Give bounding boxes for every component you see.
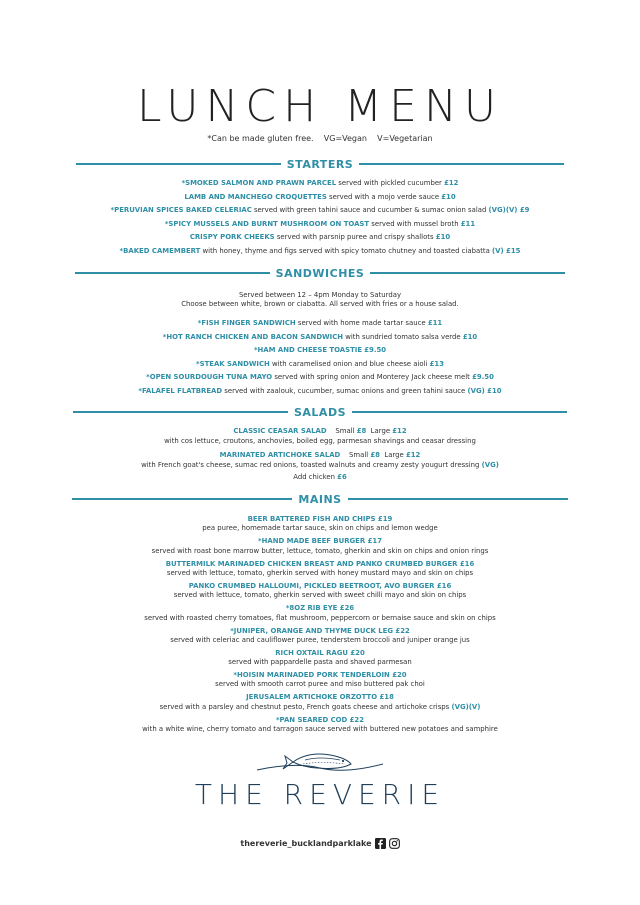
dish-price: £22 (395, 626, 410, 635)
dish-price: £12 (444, 179, 459, 187)
main-description (0, 679, 640, 689)
dish-description: served with green tahini sauce and cucumber & sumac onion salad (251, 206, 489, 215)
dish-name: *SMOKED SALMON AND PRAWN PARCEL (181, 179, 337, 187)
dish-description: with cos lettuce, croutons, anchovies, boiled egg, parmesan shavings and ceasar dressing (164, 436, 476, 445)
salad-item (0, 426, 640, 436)
divider (72, 498, 292, 500)
main-description (0, 702, 640, 712)
dish-description: served with zaalouk, cucumber, sumac onions and green tahini sauce (222, 387, 468, 395)
dish-price: £22 (349, 715, 365, 724)
instagram-icon[interactable] (389, 838, 400, 849)
addon-label: Add chicken (293, 473, 338, 481)
dish-name: *HAM AND CHEESE TOASTIE (253, 346, 363, 355)
dish-description: served with a parsley and chestnut pesto, French goats cheese and artichoke crisps (159, 702, 452, 711)
starters-heading: STARTERS (286, 157, 354, 171)
main-description (0, 657, 640, 667)
diet-tag: (VG) (481, 460, 499, 469)
sandwich-item (0, 359, 640, 369)
salad-description (0, 460, 640, 470)
dish-name: MARINATED ARTICHOKE SALAD (219, 451, 341, 459)
main-description (0, 546, 640, 556)
dish-description: served with mussel broth (369, 219, 461, 228)
dish-price: £16 (459, 559, 475, 568)
starter-item (0, 192, 640, 202)
dish-description: served with home made tartar sauce (295, 319, 428, 327)
price-small: £8 (370, 451, 380, 459)
main-description (0, 523, 640, 533)
dish-price: £19 (377, 515, 393, 523)
dish-name: BUTTERMILK MARINADED CHICKEN BREAST AND PANKO CRUMBED BURGER (165, 559, 460, 568)
sandwiches-intro-bread: Choose between white, brown or ciabatta. All served with fries or a house salad. (181, 300, 459, 308)
dish-name: *HOT RANCH CHICKEN AND BACON SANDWICH (162, 332, 344, 341)
dish-price: (V) £15 (492, 247, 521, 255)
starter-item (0, 205, 640, 215)
dish-price: £16 (436, 581, 452, 590)
dish-price: £17 (367, 537, 382, 546)
dish-description: pea puree, homemade tartar sauce, skin on chips and lemon wedge (202, 524, 438, 533)
divider (73, 411, 288, 413)
dish-description: with a white wine, cherry tomato and tarragon sauce served with buttered new potatoes and samphire (142, 725, 498, 733)
sandwich-item (0, 372, 640, 382)
main-description (0, 613, 640, 623)
dish-name: BEER BATTERED FISH AND CHIPS (247, 515, 378, 523)
main-description (0, 568, 640, 578)
dish-price: £18 (379, 693, 394, 702)
size-large-label: Large (379, 451, 406, 459)
divider (75, 272, 270, 274)
dish-price: £26 (339, 604, 355, 613)
dish-description: served with spring onion and Monterey Jack cheese melt (272, 373, 473, 382)
dish-price: £11 (460, 219, 476, 228)
dish-name: *FALAFEL FLATBREAD (138, 387, 223, 395)
price-large: £12 (405, 451, 421, 459)
salad-addon (0, 472, 640, 482)
dish-name: CRISPY PORK CHEEKS (189, 233, 275, 242)
dish-description: served with smooth carrot puree and miso buttered pak choi (215, 680, 425, 689)
salad-item (0, 450, 640, 460)
price-small: £8 (356, 427, 367, 435)
dish-price: (VG)(V) £9 (488, 206, 530, 215)
dish-name: *HAND MADE BEEF BURGER (258, 537, 368, 546)
facebook-icon[interactable] (375, 838, 386, 849)
social-bar (0, 838, 640, 849)
sandwich-item (0, 345, 640, 355)
dietary-legend: *Can be made gluten free. VG=Vegan V=Vegetarian (207, 134, 433, 143)
dish-name: *HOISIN MARINADED PORK TENDERLOIN (233, 671, 393, 680)
dish-name: *FISH FINGER SANDWICH (197, 319, 296, 327)
dish-description: served with celeriac and cauliflower puree, tenderstem broccoli and juniper orange jus (170, 635, 470, 644)
starter-item (0, 219, 640, 229)
dish-description: with French goat's cheese, sumac red onions, toasted walnuts and creamy zesty yougurt dressing (141, 460, 482, 469)
dish-price: £9.50 (364, 346, 387, 355)
dish-name: LAMB AND MANCHEGO CROQUETTES (184, 192, 327, 201)
page-title: LUNCH MENU (136, 81, 504, 132)
size-small-label: Small (340, 451, 371, 459)
brand-name: THE REVERIE (194, 778, 446, 811)
diet-tag: (VG)(V) (451, 702, 481, 711)
sandwiches-intro-hours: Served between 12 – 4pm Monday to Saturday (238, 291, 402, 299)
divider (76, 163, 281, 165)
dish-price: £20 (350, 648, 365, 657)
dish-name: *STEAK SANDWICH (196, 359, 270, 368)
starters-heading-row (0, 157, 640, 171)
dish-price: £20 (392, 671, 407, 680)
starter-item (0, 178, 640, 188)
dish-description: with caramelised onion and blue cheese aioli (269, 359, 430, 368)
salad-description (0, 436, 640, 446)
size-small-label: Small (326, 427, 357, 435)
dish-price: £10 (435, 233, 451, 242)
dish-description: served with parsnip puree and crispy shallots (274, 233, 436, 242)
sandwiches-heading-row (0, 266, 640, 280)
divider (370, 272, 565, 274)
dish-price: £9.50 (472, 373, 494, 382)
dish-name: *PAN SEARED COD (275, 715, 350, 724)
fish-icon (255, 750, 385, 778)
divider (359, 163, 564, 165)
dish-name: *SPICY MUSSELS AND BURNT MUSHROOM ON TOAST (164, 219, 370, 228)
size-large-label: Large (366, 427, 393, 435)
dish-price: £10 (462, 332, 478, 341)
main-description (0, 635, 640, 645)
dish-name: RICH OXTAIL RAGU (275, 648, 351, 657)
dish-name: PANKO CRUMBED HALLOUMI, PICKLED BEETROOT, AVO BURGER (188, 581, 437, 590)
divider (352, 411, 567, 413)
dish-price: £11 (427, 319, 443, 327)
dish-description: with honey, thyme and figs served with spicy tomato chutney and toasted ciabatta (200, 247, 493, 255)
dish-price: (VG) £10 (467, 387, 502, 395)
starter-item (0, 232, 640, 242)
addon-price: £6 (337, 473, 347, 481)
sandwich-item (0, 318, 640, 328)
main-description (0, 590, 640, 600)
dish-description: served with roast bone marrow butter, lettuce, tomato, gherkin and skin on chips and onion rings (151, 546, 489, 555)
starter-item (0, 246, 640, 256)
dish-description: served with roasted cherry tomatoes, flat mushroom, peppercorn or bernaise sauce and skin on chips (144, 613, 496, 622)
dish-name: *JUNIPER, ORANGE AND THYME DUCK LEG (230, 626, 396, 635)
sandwich-item (0, 332, 640, 342)
dish-description: served with a mojo verde sauce (326, 192, 442, 201)
divider (348, 498, 568, 500)
dish-description: with sundried tomato salsa verde (343, 332, 463, 341)
sandwich-item (0, 386, 640, 396)
dish-price: £13 (429, 359, 444, 368)
social-handle[interactable]: thereverie_bucklandparklake (240, 839, 372, 848)
dish-description: served with pickled cucumber (336, 179, 445, 187)
sandwiches-heading: SANDWICHES (275, 266, 365, 280)
dish-name: *PERUVIAN SPICES BAKED CELERIAC (110, 206, 252, 215)
mains-heading-row (0, 492, 640, 506)
dish-price: £10 (441, 192, 456, 201)
price-large: £12 (392, 427, 407, 435)
mains-heading: MAINS (298, 492, 342, 506)
dish-description: served with pappardelle pasta and shaved parmesan (228, 658, 412, 667)
dish-description: served with lettuce, tomato, gherkin served with sweet chilli mayo and skin on chips (173, 591, 467, 600)
salads-heading-row (0, 405, 640, 419)
dish-name: *OPEN SOURDOUGH TUNA MAYO (146, 373, 273, 382)
dish-name: CLASSIC CEASAR SALAD (233, 427, 327, 435)
main-description (0, 724, 640, 734)
salads-heading: SALADS (293, 405, 346, 419)
dish-description: served with lettuce, tomato, gherkin served with honey mustard mayo and skin on chips (166, 568, 474, 577)
dish-name: *BAKED CAMEMBERT (119, 247, 201, 255)
dish-name: *8OZ RIB EYE (285, 604, 340, 613)
dish-name: JERUSALEM ARTICHOKE ORZOTTO (246, 693, 380, 702)
